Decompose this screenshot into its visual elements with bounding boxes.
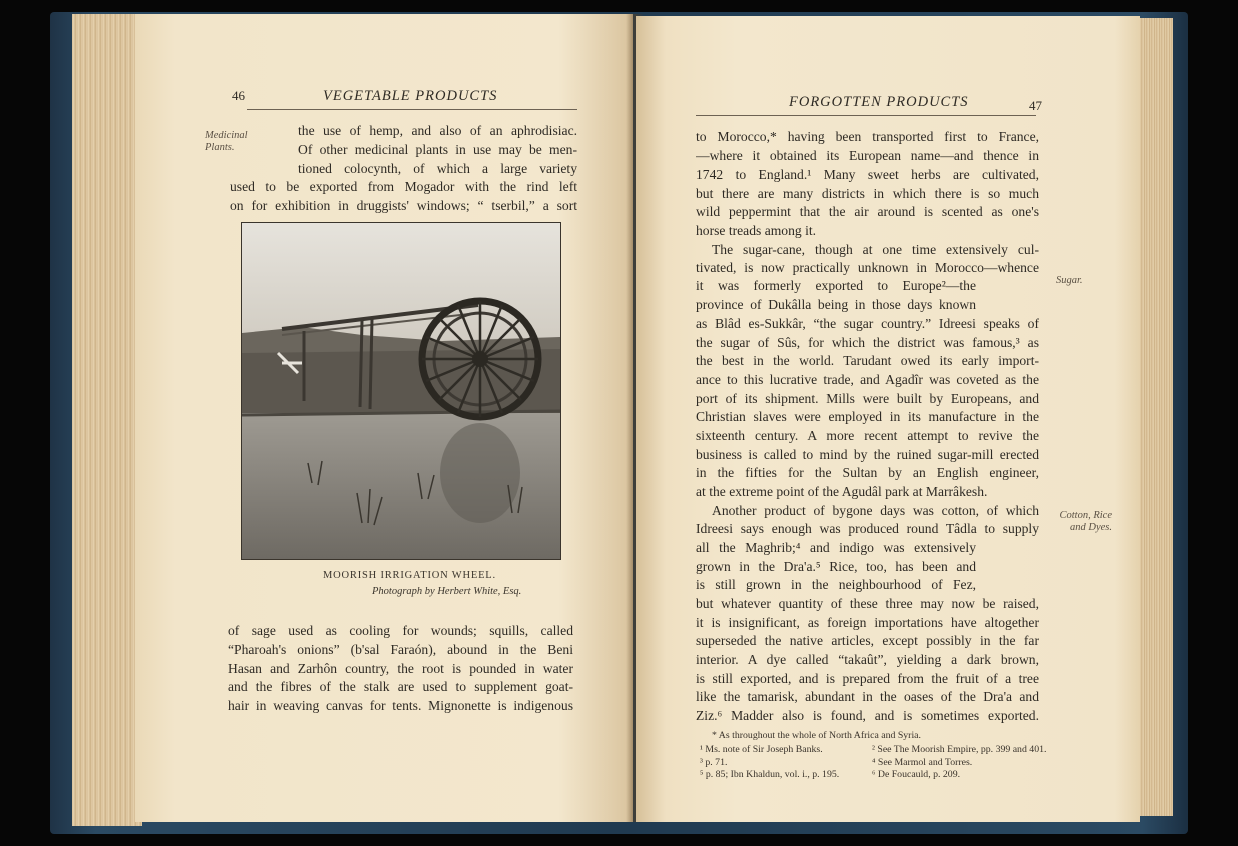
text-line: grown in the Dra'a.⁵ Rice, too, has been and — [696, 559, 976, 574]
figure-caption: MOORISH IRRIGATION WHEEL. — [323, 570, 496, 581]
text-line: but whatever quantity of these three may now be raised, — [696, 596, 1039, 611]
text-line: The sugar-cane, though at one time extensively cul- — [712, 242, 1039, 257]
page-edges-right — [1135, 18, 1173, 816]
figure-credit: Photograph by Herbert White, Esq. — [372, 586, 522, 597]
text-line: the use of hemp, and also of an aphrodisiac. — [298, 123, 577, 138]
text-line: but there are many districts in which there is so much — [696, 186, 1039, 201]
footnotes-col-left — [700, 744, 872, 782]
text-line: province of Dukâlla being in those days known — [696, 297, 976, 312]
footnote-4: ⁴ See Marmol and Torres. — [872, 756, 973, 768]
sidenote-sugar: Sugar. — [1056, 275, 1083, 286]
text-line: and the fibres of the stalk are used to supplement goat- — [228, 679, 573, 694]
sidenote-cotton-rice-dyes: Cotton, Rice and Dyes. — [1059, 510, 1112, 533]
right-header-rule — [696, 115, 1036, 116]
text-line: as Blâd es-Sukkâr, “the sugar country.” Idreesi speaks of — [696, 316, 1039, 331]
text-line: it was formerly exported to Europe²—the — [696, 278, 976, 293]
left-page — [135, 14, 633, 822]
text-line: it is insignificant, as foreign importations have altogether — [696, 615, 1039, 630]
photo-illustration — [242, 223, 560, 559]
text-line: like the tamarisk, abundant in the oases of the Dra'a and — [696, 689, 1039, 704]
text-line: wild peppermint that the air around is scented as one's — [696, 204, 1039, 219]
text-line: Idreesi says enough was produced round Tâdla to supply — [696, 521, 1039, 536]
text-line: used to be exported from Mogador with the rind left — [230, 179, 577, 194]
right-running-head: FORGOTTEN PRODUCTS — [789, 94, 969, 110]
text-line: Christian slaves were employed in its manufacture in the — [696, 409, 1039, 424]
text-line: tioned colocynth, of which a large variety — [298, 161, 577, 176]
footnote-5: ⁵ p. 85; Ibn Khaldun, vol. i., p. 195. — [700, 769, 840, 781]
text-line: Ziz.⁶ Madder also is found, and is sometimes exported. — [696, 708, 1039, 723]
text-line: ance to this lucrative trade, and Agadîr was coveted as the — [696, 372, 1039, 387]
sidenote-medicinal-plants: Medicinal Plants. — [205, 130, 248, 153]
text-line: hair in weaving canvas for tents. Mignonette is indigenous — [228, 698, 573, 713]
text-line: —where it obtained its European name—and thence in — [696, 148, 1039, 163]
footnote-6: ⁶ De Foucauld, p. 209. — [872, 769, 961, 781]
text-line: all the Maghrib;⁴ and indigo was extensively — [696, 540, 976, 555]
text-line: horse treads among it. — [696, 223, 817, 238]
text-line: to Morocco,* having been transported first to France, — [696, 129, 1039, 144]
text-line: the sugar of Sûs, for which the district was famous,³ as — [696, 335, 1039, 350]
text-line: “Pharoah's onions” (b'sal Faraón), abound in the Beni — [228, 642, 573, 657]
text-line: Of other medicinal plants in use may be men- — [298, 142, 577, 157]
text-line: 1742 to England.¹ Many sweet herbs are cultivated, — [696, 167, 1039, 182]
right-page — [636, 16, 1140, 822]
text-line: Hasan and Zarhôn country, the root is pounded in water — [228, 661, 573, 676]
text-line: tivated, is now practically unknown in Morocco—whence — [696, 260, 1039, 275]
page-edges-left — [72, 14, 142, 826]
text-line: port of its shipment. Mills were built by Europeans, and — [696, 391, 1039, 406]
text-line: superseded the native articles, except possibly in the far — [696, 633, 1039, 648]
left-running-head: VEGETABLE PRODUCTS — [323, 88, 498, 104]
text-line: sixteenth century. A more recent attempt to revive the — [696, 428, 1039, 443]
text-line: is still exported, and is prepared from the fruit of a tree — [696, 671, 1039, 686]
text-line: is still grown in the neighbourhood of Fez, — [696, 577, 976, 592]
left-page-number: 46 — [232, 88, 245, 103]
text-line: the best in the world. Tarudant owed its early import- — [696, 353, 1039, 368]
text-line: of sage used as cooling for wounds; squills, called — [228, 623, 573, 638]
right-page-number: 47 — [1029, 98, 1042, 113]
footnote-star: * As throughout the whole of North Africa and Syria. — [712, 730, 921, 741]
footnote-1: ¹ Ms. note of Sir Joseph Banks. — [700, 744, 823, 755]
text-line: Another product of bygone days was cotton, of which — [712, 503, 1039, 518]
footnote-2: ² See The Moorish Empire, pp. 399 and 401. — [872, 744, 1047, 755]
text-line: at the extreme point of the Agudâl park at Marrâkesh. — [696, 484, 988, 499]
footnote-3: ³ p. 71. — [700, 756, 728, 768]
text-line: on for exhibition in druggists' windows; “ tserbil,” a sort — [230, 198, 577, 213]
irrigation-wheel-photo — [241, 222, 561, 560]
text-line: business is called to mind by the ruined sugar-mill erected — [696, 447, 1039, 462]
left-header-rule — [247, 109, 577, 110]
footnotes-col-right — [872, 744, 1050, 782]
text-line: interior. A dye called “takaût”, yielding a dark brown, — [696, 652, 1039, 667]
footnotes — [712, 730, 1052, 743]
text-line: in the fifties for the Sultan by an English engineer, — [696, 465, 1039, 480]
